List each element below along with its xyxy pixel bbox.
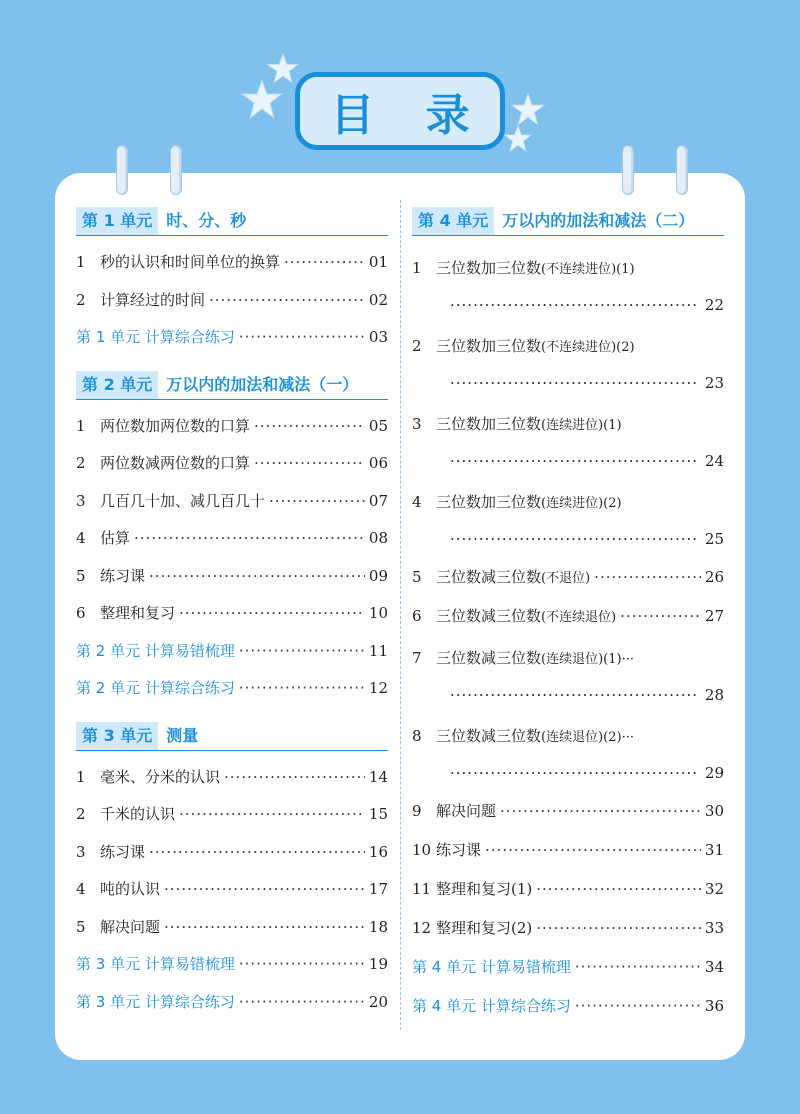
unit-header — [76, 720, 388, 751]
page-number: 02 — [368, 290, 388, 309]
entry-number: 12 — [412, 919, 432, 937]
entry-title: 两位数减两位数的口算 — [100, 454, 251, 472]
toc-entry[interactable] — [412, 948, 724, 987]
entry-number: 1 — [412, 259, 422, 277]
page-number: 33 — [704, 919, 724, 937]
entry-number: 2 — [76, 290, 86, 309]
entry-number: 6 — [76, 604, 86, 622]
page-number: 27 — [704, 607, 724, 625]
entry-number: 5 — [412, 568, 422, 586]
entry-title: 秒的认识和时间单位的换算 — [100, 253, 281, 271]
entry-title: 第 1 单元 计算综合练习 — [76, 328, 235, 346]
entry-line — [412, 406, 724, 443]
page-number: 17 — [368, 880, 388, 898]
left-column — [76, 205, 388, 1021]
page-title — [295, 72, 505, 150]
entry-number: 9 — [412, 802, 422, 820]
entry-line — [412, 718, 724, 755]
dot-leader — [575, 948, 701, 987]
dot-leader — [575, 987, 701, 1026]
unit-label: 第 4 单元 — [412, 207, 494, 235]
dot-leader — [179, 796, 365, 834]
entry-title: 吨的认识 — [100, 880, 161, 898]
entry-number: 4 — [76, 529, 86, 547]
entry-number: 1 — [76, 767, 86, 786]
entry-title: 解决问题 — [436, 802, 497, 820]
star-icon — [266, 52, 300, 86]
entry-title: 三位数加三位数 — [436, 259, 542, 277]
toc-entry[interactable] — [76, 909, 388, 947]
entry-title: 三位数减三位数 — [436, 649, 542, 667]
entry-number: 10 — [412, 841, 432, 859]
entry-title: 三位数减三位数 — [436, 568, 542, 586]
toc-entry[interactable] — [76, 834, 388, 872]
page-number: 29 — [704, 764, 724, 782]
entry-line — [412, 521, 724, 558]
entry-title: 三位数加三位数 — [436, 337, 542, 355]
page-number: 10 — [368, 604, 388, 622]
entry-number: 3 — [76, 491, 86, 510]
dot-leader — [536, 909, 701, 948]
entry-title: 计算经过的时间 — [100, 290, 206, 309]
dot-leader — [485, 831, 701, 870]
dot-leader — [284, 244, 365, 282]
entry-title: 练习课 — [436, 841, 482, 859]
entry-title: 三位数加三位数 — [436, 415, 542, 433]
entry-subtitle: (不连续进位)(1) — [541, 262, 635, 277]
entry-subtitle: (连续进位)(1) — [541, 418, 622, 433]
entry-number: 2 — [412, 337, 422, 355]
unit-header — [76, 369, 388, 400]
entry-subtitle: (连续退位)(2)··· — [541, 730, 634, 745]
star-icon — [510, 92, 546, 128]
toc-entry[interactable] — [412, 406, 724, 480]
toc-entry[interactable] — [412, 250, 724, 324]
dot-leader — [239, 319, 365, 357]
spacer — [76, 751, 388, 759]
dot-leader — [254, 408, 365, 446]
dot-leader — [134, 520, 365, 558]
title-text: 目 录 — [330, 90, 488, 141]
page-number: 32 — [704, 880, 724, 898]
entry-number: 7 — [412, 649, 422, 667]
page-number: 31 — [704, 841, 724, 859]
toc-entry[interactable] — [412, 831, 724, 870]
entry-title: 练习课 — [100, 566, 146, 585]
page-number: 07 — [368, 491, 388, 510]
binder-ring — [676, 145, 688, 195]
spacer — [76, 400, 388, 408]
entry-line — [412, 287, 724, 324]
dot-leader — [269, 483, 365, 521]
unit-label: 第 2 单元 — [76, 371, 158, 399]
toc-entry[interactable] — [412, 558, 724, 597]
page-number: 15 — [368, 805, 388, 823]
dot-leader — [164, 871, 365, 909]
toc-entry[interactable] — [412, 484, 724, 558]
entry-subtitle: (不连续退位) — [541, 610, 617, 625]
entry-line — [412, 365, 724, 402]
binder-ring — [622, 145, 634, 195]
spacer — [76, 236, 388, 244]
entry-title: 三位数加三位数 — [436, 493, 542, 511]
toc-entry[interactable] — [76, 871, 388, 909]
toc-entry[interactable] — [76, 483, 388, 521]
unit-title: 万以内的加法和减法（二） — [502, 211, 695, 230]
dot-leader — [179, 595, 365, 633]
entry-title: 两位数加两位数的口算 — [100, 416, 251, 435]
entry-line — [412, 677, 724, 714]
entry-number: 5 — [76, 566, 86, 585]
entry-title: 几百几十加、减几百几十 — [100, 491, 266, 510]
dot-leader — [450, 443, 699, 480]
dot-leader — [209, 282, 365, 320]
page-number: 16 — [368, 842, 388, 861]
entry-title: 毫米、分米的认识 — [100, 767, 221, 786]
toc-entry[interactable] — [76, 558, 388, 596]
dot-leader — [450, 521, 699, 558]
dot-leader — [450, 677, 699, 714]
entry-title: 三位数减三位数 — [436, 727, 542, 745]
entry-number: 11 — [412, 880, 432, 898]
dot-leader — [450, 287, 699, 324]
page-number: 18 — [368, 917, 388, 936]
column-divider — [400, 200, 401, 1030]
page-number: 22 — [704, 296, 724, 314]
entry-title: 千米的认识 — [100, 805, 176, 823]
entry-title: 解决问题 — [100, 917, 161, 936]
toc-entry[interactable] — [76, 445, 388, 483]
dot-leader — [239, 946, 365, 984]
page-number: 14 — [368, 767, 388, 786]
page-number: 05 — [368, 416, 388, 435]
entry-subtitle: (连续退位)(1)··· — [541, 652, 634, 667]
toc-entry[interactable] — [76, 796, 388, 834]
unit-header — [76, 205, 388, 236]
unit-title: 时、分、秒 — [166, 211, 247, 230]
page-number: 12 — [368, 679, 388, 697]
entry-title: 整理和复习 — [100, 604, 176, 622]
toc-entry[interactable] — [76, 408, 388, 446]
entry-number: 6 — [412, 607, 422, 625]
entry-number: 1 — [76, 416, 86, 435]
page-number: 23 — [704, 374, 724, 392]
toc-entry[interactable] — [76, 595, 388, 633]
page-number: 25 — [704, 530, 724, 548]
dot-leader — [149, 558, 365, 596]
dot-leader — [149, 834, 365, 872]
toc-entry[interactable] — [412, 792, 724, 831]
entry-subtitle: (不退位) — [541, 571, 591, 586]
entry-number: 2 — [76, 805, 86, 823]
entry-title: 第 2 单元 计算易错梳理 — [76, 641, 235, 660]
toc-entry[interactable] — [76, 633, 388, 671]
entry-number: 3 — [76, 842, 86, 861]
dot-leader — [239, 633, 365, 671]
entry-title: 整理和复习(2) — [436, 919, 533, 937]
toc-entry[interactable] — [76, 759, 388, 797]
page-number: 06 — [368, 454, 388, 472]
toc-entry[interactable] — [76, 984, 388, 1022]
entry-line — [412, 328, 724, 365]
dot-leader — [450, 365, 699, 402]
entry-title: 练习课 — [100, 842, 146, 861]
toc-entry[interactable] — [76, 244, 388, 282]
page-number: 28 — [704, 686, 724, 704]
entry-title: 第 3 单元 计算易错梳理 — [76, 955, 235, 973]
unit-header — [412, 205, 724, 236]
entry-number: 2 — [76, 454, 86, 472]
page-number: 01 — [368, 253, 388, 271]
dot-leader — [500, 792, 701, 831]
entry-title: 整理和复习(1) — [436, 880, 533, 898]
entry-title: 估算 — [100, 529, 131, 547]
entry-title: 第 4 单元 计算综合练习 — [412, 997, 571, 1015]
entry-number: 4 — [412, 493, 422, 511]
toc-entry[interactable] — [76, 946, 388, 984]
toc-entry[interactable] — [412, 870, 724, 909]
dot-leader — [164, 909, 365, 947]
dot-leader — [254, 445, 365, 483]
page-number: 08 — [368, 529, 388, 547]
toc-entry[interactable] — [412, 718, 724, 792]
entry-title: 第 4 单元 计算易错梳理 — [412, 958, 571, 976]
toc-entry[interactable] — [76, 282, 388, 320]
entry-number: 1 — [76, 253, 86, 271]
unit-label: 第 3 单元 — [76, 722, 158, 750]
binder-ring — [116, 145, 128, 195]
unit-title: 测量 — [166, 725, 199, 745]
entry-subtitle: (不连续进位)(2) — [541, 340, 635, 355]
dot-leader — [594, 558, 701, 597]
toc-entry[interactable] — [76, 319, 388, 357]
entry-line — [412, 484, 724, 521]
dot-leader — [224, 759, 365, 797]
toc-entry[interactable] — [412, 640, 724, 714]
toc-entry[interactable] — [76, 520, 388, 558]
entry-title: 第 3 单元 计算综合练习 — [76, 992, 235, 1011]
page-number: 26 — [704, 568, 724, 586]
dot-leader — [239, 984, 365, 1022]
page-number: 36 — [704, 997, 724, 1015]
toc-entry[interactable] — [76, 670, 388, 708]
page-number: 30 — [704, 802, 724, 820]
dot-leader — [536, 870, 701, 909]
dot-leader — [450, 755, 699, 792]
page-number: 34 — [704, 958, 724, 976]
entry-line — [412, 755, 724, 792]
right-column — [412, 205, 724, 1026]
toc-entry[interactable] — [412, 909, 724, 948]
page-number: 09 — [368, 566, 388, 585]
entry-line — [412, 640, 724, 677]
toc-entry[interactable] — [412, 328, 724, 402]
spacer — [412, 236, 724, 246]
unit-title: 万以内的加法和减法（一） — [166, 374, 359, 394]
unit-label: 第 1 单元 — [76, 207, 158, 235]
binder-ring — [170, 145, 182, 195]
entry-number: 3 — [412, 415, 422, 433]
entry-subtitle: (连续进位)(2) — [541, 496, 622, 511]
dot-leader — [239, 670, 365, 708]
toc-entry[interactable] — [412, 987, 724, 1026]
entry-line — [412, 443, 724, 480]
dot-leader — [620, 597, 701, 636]
page-number: 20 — [368, 992, 388, 1011]
entry-title: 三位数减三位数 — [436, 607, 542, 625]
page-number: 03 — [368, 328, 388, 346]
page-number: 24 — [704, 452, 724, 470]
entry-title: 第 2 单元 计算综合练习 — [76, 679, 235, 697]
toc-entry[interactable] — [412, 597, 724, 636]
entry-number: 8 — [412, 727, 422, 745]
entry-number: 4 — [76, 880, 86, 898]
page-number: 11 — [368, 641, 388, 660]
star-icon — [503, 124, 533, 154]
page-number: 19 — [368, 955, 388, 973]
entry-line — [412, 250, 724, 287]
entry-number: 5 — [76, 917, 86, 936]
